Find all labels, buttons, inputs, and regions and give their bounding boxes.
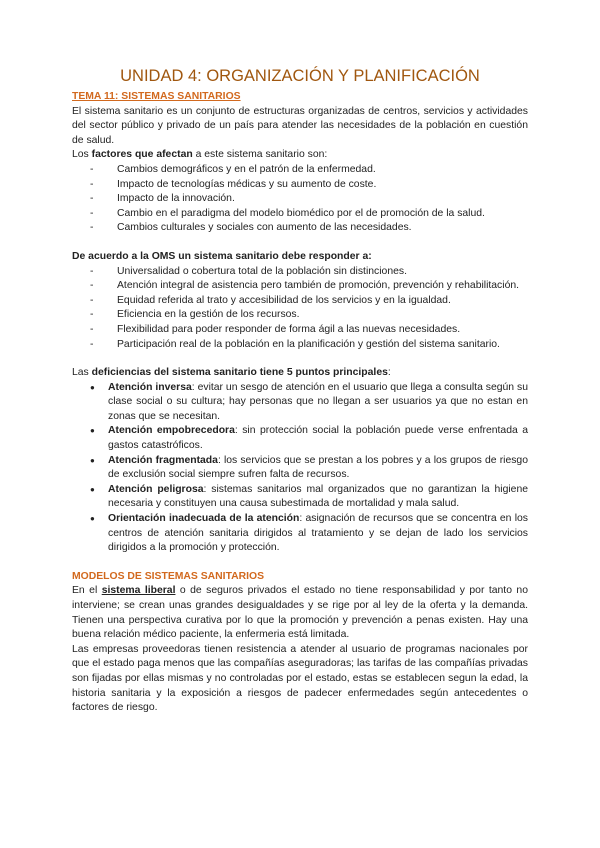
intro-paragraph: El sistema sanitario es un conjunto de estructuras organizadas de centros, servicios y actividades del sector público y privado de un país para atender las necesidades de la población en cuestión de salud. [72,105,528,146]
list-item-text: Eficiencia en la gestión de los recursos. [117,309,300,321]
factores-bold: factores que afectan [91,149,193,161]
list-item [72,454,528,483]
list-item [72,265,528,280]
deficiencias-suffix: : [387,367,391,379]
list-item-text: Cambio en el paradigma del modelo biomédico por el de promoción de la salud. [117,207,485,219]
bullet-icon: ● [90,455,95,465]
list-item-text: : evitar un sesgo de atención en el usuario que llega a consulta según su clase social o su cultura; hay personas que no llegan a ser usuarios ya que no estan en zonas que se necesitan. [108,381,528,422]
dash-marker: - [90,207,94,219]
list-item-text: Universalidad o cobertura total de la población sin distinciones. [117,265,407,277]
oms-heading [72,250,528,265]
dash-marker: - [90,265,94,277]
deficiencias-prefix: Las [72,367,92,379]
dash-marker: - [90,193,94,205]
list-item [72,192,528,207]
page-title: UNIDAD 4: ORGANIZACIÓN Y PLANIFICACIÓN [120,67,480,85]
list-item [72,279,528,294]
modelos-p1-suffix: o de seguros privados el estado no tiene responsabilidad y por tanto no interviene; se crean unas grandes desigualdades y se rige por al ley de la oferta y la demanda. Tienen una perspectiva curativa por lo que la promoción y prevención a penas existen. Hay una buena relación médico paciente, la enfermeria está limitada. [72,585,528,641]
list-item-text: : sistemas sanitarios mal organizados que no garantizan la higiene necesaria y constituyen una causa subestimada de mortalidad y mala salud. [108,483,529,510]
list-item-term: Atención inversa [108,381,192,393]
dash-marker: - [90,280,94,292]
oms-heading-text: De acuerdo a la OMS un sistema sanitario debe responder a: [72,250,372,262]
list-item-text: Equidad referida al trato y accesibilidad de los servicios y en la igualdad. [117,294,451,306]
list-item-term: Atención fragmentada [108,454,218,466]
modelos-p1-prefix: En el [72,585,102,597]
dash-marker: - [90,294,94,306]
bullet-icon: ● [90,484,95,494]
bullet-icon: ● [90,514,95,524]
list-item [72,381,528,425]
list-item-text: Flexibilidad para poder responder de forma ágil a las nuevas necesidades. [117,323,461,335]
spacer [72,236,528,250]
list-item-text: : los servicios que se prestan a los pobres y a los grupos de riesgo de exclusión social siempre sufren falta de recursos. [108,454,528,481]
list-item [72,323,528,338]
list-item-text: Cambios demográficos y en el patrón de la enfermedad. [117,163,376,175]
list-item [72,483,528,512]
dash-marker: - [90,222,94,234]
list-item [72,178,528,193]
factores-suffix: a este sistema sanitario son: [192,149,328,161]
modelos-p1-bold: sistema liberal [101,585,176,597]
list-item-term: Atención peligrosa [108,483,204,495]
list-item-term: Atención empobrecedora [108,425,235,437]
deficiencias-list [72,381,528,556]
list-item [72,221,528,236]
bullet-icon: ● [90,426,95,436]
spacer [72,352,528,366]
list-item-text: Impacto de la innovación. [117,193,235,205]
list-item [72,308,528,323]
dash-marker: - [90,309,94,321]
list-item [72,512,528,556]
factores-intro [72,148,528,163]
bullet-icon: ● [90,382,95,392]
list-item-text: : sin protección social la población puede verse enfrentada a gastos catastróficos. [108,425,529,452]
list-item [72,294,528,309]
modelos-paragraph-1 [72,584,528,642]
list-item-text: Participación real de la población en la planificación y gestión del sistema sanitario. [117,338,500,350]
deficiencias-intro [72,366,528,381]
spacer [72,556,528,570]
modelos-heading: MODELOS DE SISTEMAS SANITARIOS [72,570,265,582]
deficiencias-bold: deficiencias del sistema sanitario tiene 5 puntos principales [91,367,388,379]
list-item-text: : asignación de recursos que se concentra en los centros de atención sanitaria dirigidos al tratamiento y se dejan de lado los servicios dirigidos a la promoción y protección. [108,513,528,554]
factores-prefix: Los [72,149,92,161]
list-item-text: Cambios culturales y sociales con aumento de las necesidades. [117,222,412,234]
list-item [72,338,528,353]
list-item-text: Impacto de tecnologías médicas y su aumento de coste. [117,178,377,190]
list-item-text: Atención integral de asistencia pero también de promoción, prevención y rehabilitación. [117,280,520,292]
list-item [72,207,528,222]
tema-heading: TEMA 11: SISTEMAS SANITARIOS [72,91,241,102]
list-item [72,163,528,178]
dash-marker: - [90,163,94,175]
dash-marker: - [90,178,94,190]
factores-list [72,163,528,236]
list-item-term: Orientación inadecuada de la atención [108,513,300,525]
list-item [72,424,528,453]
dash-marker: - [90,323,94,335]
modelos-paragraph-2: Las empresas proveedoras tienen resistencia a atender al usuario de programas nacionales por que el estado paga menos que las compañías aseguradoras; las tarifas de las compañías privadas son fijadas por ellas mismas y no controladas por el estado, estas se establecen segun la edad, la historia sanitaria y la exposición a riesgos de padecer enfermedades según antecedentes o factores de riesgo. [72,643,528,714]
oms-list [72,265,528,353]
dash-marker: - [90,338,94,350]
